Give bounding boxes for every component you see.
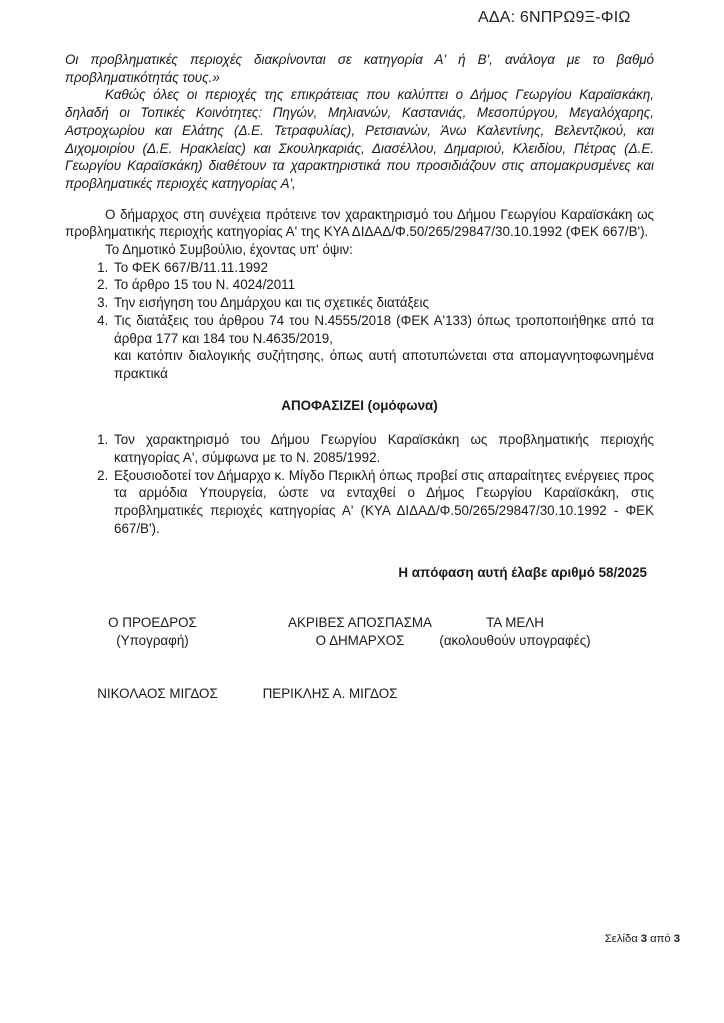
mayor-proposal-paragraph: Ο δήμαρχος στη συνέχεια πρότεινε τον χαρακτηρισμό του Δήμου Γεωργίου Καραϊσκάκη ως προβληματικής περιοχής κατηγορίας Α' της ΚΥΑ ΔΙΔΑΔ/Φ.50/265/29847/30.10.1992 (ΦΕΚ 667/Β').: [65, 206, 654, 240]
certified-copy-label: ΑΚΡΙΒΕΣ ΑΠΟΣΠΑΣΜΑ: [288, 615, 432, 631]
consideration-item-1: 1. Το ΦΕΚ 667/Β/11.11.1992: [112, 259, 654, 277]
footer-total-pages: 3: [673, 933, 680, 945]
consideration-item-4-extra: και κατόπιν διαλογικής συζήτησης, όπως αυτή αποτυπώνεται στα απομαγνητοφωνημένα πρακτικά: [114, 348, 654, 381]
members-title: ΤΑ ΜΕΛΗ: [486, 615, 544, 631]
footer-page-label: Σελίδα: [604, 933, 638, 945]
decision-heading: ΑΠΟΦΑΣΙΖΕΙ (ομόφωνα): [281, 397, 438, 413]
consideration-item-2: 2. Το άρθρο 15 του Ν. 4024/2011: [112, 276, 654, 294]
footer-page-number: 3: [640, 933, 648, 945]
mayor-title: Ο ΔΗΜΑΡΧΟΣ: [315, 632, 405, 648]
context-paragraph: Καθώς όλες οι περιοχές της επικράτειας που καλύπτει ο Δήμος Γεωργίου Καραϊσκάκη, δηλαδή οι Τοπικές Κοινότητες: Πηγών, Μηλιανών, Καστανιάς, Μεσοπύργου, Μεγαλόχαρης, Αστροχωρίου και Ελάτης (Δ.Ε. Τετραφυλίας), Ρετσιανών, Άνω Καλεντίνης, Βελεντζικού, και Διχομοιρίου (Δ.Ε. Ηρακλείας) και Σκουληκαριάς, Διασέλλου, Δημαριού, Κλειδίου, Πέτρας (Δ.Ε. Γεωργίου Καραϊσκάκη) διαθέτουν τα χαρακτηριστικά που προσιδιάζουν στις απομακρυσμένες και προβληματικές περιοχές κατηγορίας Α',: [65, 87, 654, 191]
mayor-name: ΠΕΡΙΚΛΗΣ Α. ΜΙΓΔΟΣ: [262, 686, 398, 702]
president-title: Ο ΠΡΟΕΔΡΟΣ: [108, 615, 197, 631]
footer-of-label: από: [650, 933, 671, 945]
page-footer: [605, 933, 680, 945]
consideration-item-4-text: 4. Τις διατάξεις του άρθρου 74 του Ν.4555/2018 (ΦΕΚ Α'133) όπως τροποποιήθηκε από τα άρθρα 177 και 184 του Ν.4635/2019,: [114, 312, 654, 346]
members-signature-column: [425, 614, 605, 649]
ada-code: ΑΔΑ: 6ΝΠΡΩ9Ξ-ΦΙΩ: [478, 9, 631, 26]
members-signature-note: (ακολουθούν υπογραφές): [439, 632, 591, 648]
signature-block: [65, 614, 654, 650]
considerations-list: [65, 259, 654, 383]
decisions-list: [65, 431, 654, 537]
certified-copy-column: [280, 614, 440, 649]
decision-item-2: 2. Εξουσιοδοτεί τον Δήμαρχο κ. Μίγδο Περικλή όπως προβεί στις απαραίτητες ενέργειες προς τα αρμόδια Υπουργεία, ώστε να ενταχθεί ο Δήμος Γεωργίου Καραϊσκάκη, στις προβληματικές περιοχές κατηγορίας Α' (ΚΥΑ ΔΙΔΑΔ/Φ.50/265/29847/30.10.1992 - ΦΕΚ 667/Β').: [112, 467, 654, 538]
decision-number-line: Η απόφαση αυτή έλαβε αριθμό 58/2025: [398, 564, 647, 580]
council-intro-line: Το Δημοτικό Συμβούλιο, έχοντας υπ' όψιν:: [105, 242, 353, 258]
president-name: ΝΙΚΟΛΑΟΣ ΜΙΓΔΟΣ: [97, 686, 218, 702]
quote-paragraph: Οι προβληματικές περιοχές διακρίνονται σε κατηγορία Α' ή Β', ανάλογα με το βαθμό προβληματικότητάς τους.»: [65, 52, 654, 85]
decision-item-1: 1. Τον χαρακτηρισμό του Δήμου Γεωργίου Καραϊσκάκη ως προβληματικής περιοχής κατηγορίας Α', σύμφωνα με το Ν. 2085/1992.: [112, 431, 654, 466]
president-signature-note: (Υπογραφή): [116, 632, 189, 648]
consideration-item-3: 3. Την εισήγηση του Δημάρχου και τις σχετικές διατάξεις: [112, 294, 654, 312]
signature-names-row: [65, 685, 654, 703]
president-signature-column: [85, 614, 220, 649]
consideration-item-4: [112, 312, 654, 383]
document-body: [65, 51, 654, 703]
